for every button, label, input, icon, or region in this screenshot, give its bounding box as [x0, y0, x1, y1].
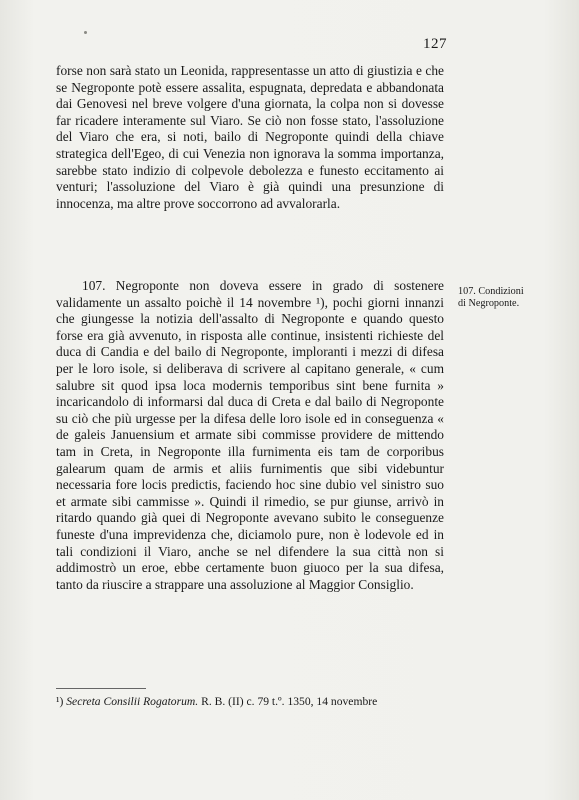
footnote-divider: [56, 688, 146, 689]
paragraph-107: [56, 278, 444, 593]
page-number: 127: [423, 36, 447, 52]
margin-note: 107. Condizioni di Negroponte.: [458, 286, 524, 309]
paper-speck: [84, 31, 87, 34]
paragraph-text: 107. Negroponte non doveva essere in grado di sostenere validamente un assalto poichè il 14 novembre ¹), pochi giorni innanzi che giungesse la notizia dell'assalto di Negroponte e quando questo forse era già avvenuto, in risposta alle continue, insistenti richieste del duca di Candia e del bailo di Negroponte, imploranti i mezzi di difesa per le loro isole, si deliberava di scrivere al capitano generale, « cum salubre sit quod ipsa loca modernis temporibus sint bene furnita » incaricandolo di informarsi dal duca di Creta e dal bailo di Negroponte su ciò che più urgesse per la difesa delle loro isole ed in conseguenza « de galeis Januensium et armate sibi commisse providere de mittendo tam in Creta, in Negroponte illa furnimenta eis tam de corporibus galearum quam de armis et aliis furnimentis que sibi videbuntur necessaria fore locis predictis, faciendo hoc sine dubio vel sinistro suo et armate sibi cammisse ». Quindi il rimedio, se pur giunse, arrivò in ritardo quando già quei di Negroponte avevano subito le conseguenze funeste d'una imprevidenza che, diciamolo pure, non è lodevole ed in tali condizioni il Viaro, anche se nel difendere la sua città non si addimostrò un eroe, ebbe certamente buon giuoco per la sua difesa, tanto da riuscire a strappare una assoluzione al Maggior Consiglio.: [56, 278, 444, 592]
footnote-source: Secreta Consilii Rogatorum.: [66, 695, 199, 708]
footnote: [56, 695, 446, 709]
footnote-reference: R. B. (II) c. 79 t.º. 1350, 14 novembre: [201, 695, 378, 708]
paragraph-continued: [56, 63, 444, 212]
paragraph-text: forse non sarà stato un Leonida, rappresentasse un atto di giustizia e che se Negroponte potè essere assalita, espugnata, depredata e abbandonata dai Genovesi nel breve volgere d'una giornata, la colpa non si dovesse far ricadere interamente sul Viaro. Se ciò non fosse stato, l'assoluzione del Viaro che era, si noti, bailo di Negroponte quindi della chiave strategica dell'Egeo, di cui Venezia non ignorava la somma importanza, sarebbe stato indizio di colpevole debolezza e funesto eccitamento ai venturi; l'assoluzione del Viaro è già quindi una presunzione di innocenza, ma altre prove soccorrono ad avvalorarla.: [56, 63, 444, 211]
footnote-marker: ¹): [56, 695, 64, 708]
